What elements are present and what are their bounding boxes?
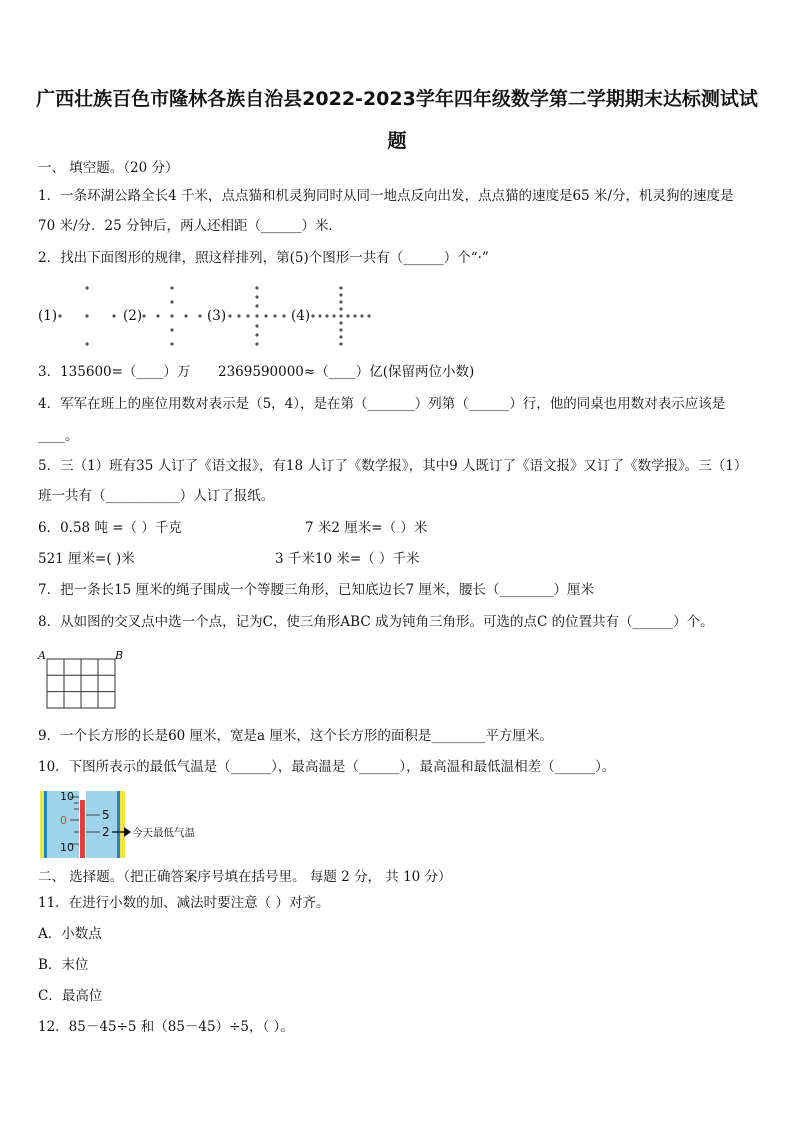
question-11-text: 11．在进行小数的加、减法时要注意（ ）对齐。 [38,895,330,911]
question-3-part-1: 3．135600=（____）万 [38,364,191,380]
point-a-label: A [38,649,46,662]
question-10-text: 10．下图所表示的最低气温是（______），最高温是（______），最高温和最低温相差（______）。 [38,759,616,775]
question-5-line-2: 班一共有（___________）人订了报纸。 [38,488,275,504]
question-9-text: 9．一个长方形的长是60 厘米，宽是a 厘米，这个长方形的面积是________平方厘米。 [38,728,553,744]
question-11-option-c: C．最高位 [38,988,103,1004]
question-1-line-2: 70 米/分．25 分钟后，两人还相距（______）米． [38,218,342,234]
question-7-text: 7．把一条长15 厘米的绳子围成一个等腰三角形，已知底边长7 厘米，腰长（________）厘米 [38,582,594,598]
thermometer-right-tick-5: 5 [102,808,110,822]
section-heading-multiple-choice: 二、 选择题。（把正确答案序号填在括号里。 每题 2 分， 共 10 分） [38,869,452,885]
question-4-line-1: 4．军军在班上的座位用数对表示是（5，4），是在第（_______）列第（______）行，他的同桌也用数对表示应该是 [38,396,726,412]
point-b-label: B [115,649,124,662]
document-title-continued: 题 [387,130,407,152]
document-title: 广西壮族百色市隆林各族自治县2022-2023学年四年级数学第二学期期末达标测试试 [36,88,758,110]
section-heading-fill-in: 一、 填空题。（20 分） [38,160,179,176]
pattern-label-2: (2) [123,308,143,324]
pattern-label-3: (3) [207,308,227,324]
question-6-c: 521 厘米=( )米 [38,551,135,567]
thermometer-right-tick-2: 2 [102,825,110,839]
question-5-line-1: 5．三（1）班有35 人订了《语文报》，有18 人订了《数学报》，其中9 人既订了《语文报》又订了《数学报》。三（1） [38,458,748,474]
lowest-temperature-label: 今天最低气温 [132,827,195,839]
question-8-text: 8．从如图的交叉点中选一个点，记为C，使三角形ABC 成为钝角三角形。可选的点C 的位置共有（______）个。 [38,614,714,630]
question-12-text: 12．85－45÷5 和（85－45）÷5，（ ）。 [38,1019,294,1035]
question-2-text: 2．找出下面图形的规律，照这样排列，第(5)个图形一共有（______）个“·” [38,250,489,266]
question-6-a: 6．0.58 吨 =（ ）千克 [38,520,182,536]
thermometer-tick-zero: 0 [60,814,67,827]
pattern-label-1: (1) [38,308,58,324]
thermometer-tick-bottom: 10 [60,841,74,854]
question-3-part-2: 2369590000≈（____）亿(保留两位小数) [218,364,475,380]
question-6-d: 3 千米10 米=（ ）千米 [275,551,420,567]
question-6-b: 7 米2 厘米=（ ）米 [305,520,428,536]
question-4-line-2: ____。 [38,428,79,444]
question-1-line-1: 1．一条环湖公路全长4 千米，点点猫和机灵狗同时从同一地点反向出发，点点猫的速度是65 米/分，机灵狗的速度是 [38,188,734,204]
pattern-label-4: (4) [291,308,311,324]
question-11-option-a: A．小数点 [38,926,102,942]
thermometer-tick-top: 10 [60,790,74,803]
question-11-option-b: B．末位 [38,957,89,973]
